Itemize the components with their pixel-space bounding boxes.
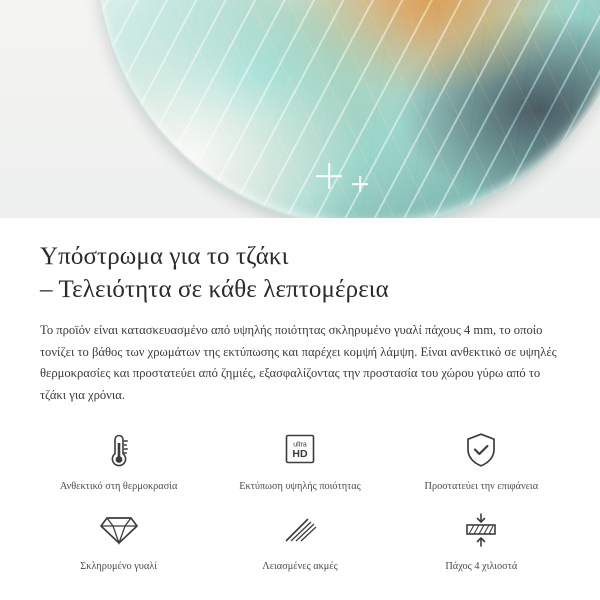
feature-label: Λειασμένες ακμές bbox=[262, 561, 338, 572]
svg-text:ultra: ultra bbox=[293, 441, 307, 449]
feature-label: Σκληρυμένο γυαλί bbox=[80, 561, 158, 572]
headline-line-1: Υπόστρωμα για το τζάκι bbox=[40, 243, 289, 270]
polished-edges-icon bbox=[280, 509, 320, 551]
feature-item-polished-edges bbox=[209, 509, 390, 573]
ultra-hd-icon bbox=[280, 429, 320, 471]
feature-item-thickness bbox=[391, 509, 572, 573]
feature-item-surface-protection bbox=[391, 429, 572, 493]
body-paragraph: Το προϊόν είναι κατασκευασμένο από υψηλής ποιότητας σκληρυμένο γυαλί πάχους 4 mm, το οποίο τονίζει το βάθος των χρωμάτων της εκτύπωσης και παρέχει κομψή λάμψη. Είναι ανθεκτικό σε υψηλές θερμοκρασίες και προστατεύει από ζημιές, εξασφαλίζοντας την προστασία του χώρου γύρω από το τζάκι για χρόνια. bbox=[40, 323, 557, 402]
glass-disc-product-image bbox=[96, 0, 600, 218]
content-block bbox=[0, 218, 600, 407]
hero-image bbox=[0, 0, 600, 218]
shield-check-icon bbox=[463, 429, 499, 471]
feature-item-ultra-hd-print bbox=[209, 429, 390, 493]
thickness-arrows-icon bbox=[460, 509, 502, 551]
thermometer-icon bbox=[102, 429, 136, 471]
feature-label: Ανθεκτικό στη θερμοκρασία bbox=[59, 480, 178, 492]
page-title bbox=[40, 240, 560, 306]
feature-label: Προστατεύει την επιφάνεια bbox=[424, 480, 539, 492]
feature-grid bbox=[0, 429, 600, 574]
feature-label: Εκτύπωση υψηλής ποιότητας bbox=[239, 480, 361, 492]
diamond-icon bbox=[99, 509, 139, 551]
feature-label: Πάχος 4 χιλιοστά bbox=[445, 561, 518, 572]
feature-item-tempered-glass bbox=[28, 509, 209, 573]
svg-text:HD: HD bbox=[292, 447, 308, 460]
feature-item-temperature-resistant bbox=[28, 429, 209, 493]
headline-line-2: – Τελειότητα σε κάθε λεπτομέρεια bbox=[40, 276, 389, 303]
